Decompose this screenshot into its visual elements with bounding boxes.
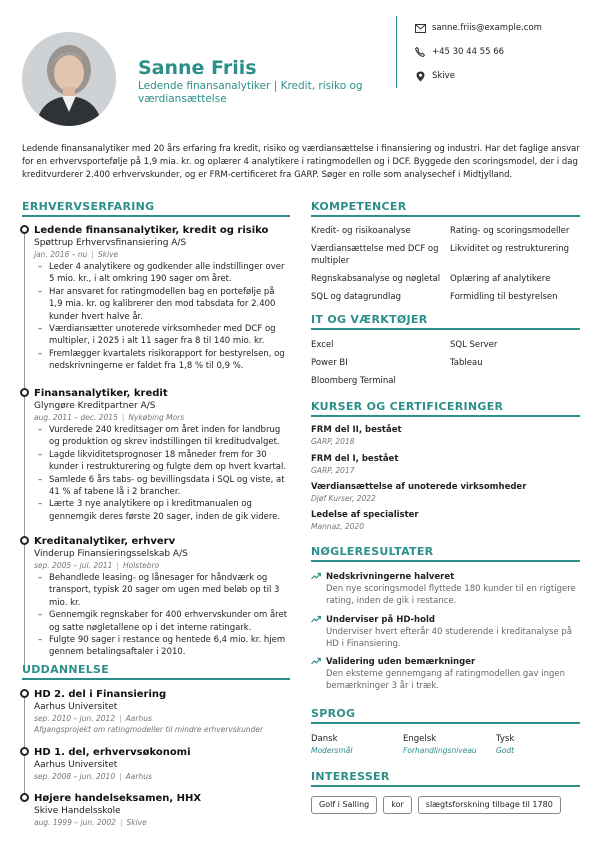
achievement-desc: Underviser hvert efterår 40 studerende i kreditanalyse på HD i Finansiering. [326, 627, 573, 649]
achievement-title: Validering uden bemærkninger [326, 657, 476, 667]
job-title: Finansanalytiker, kredit [34, 388, 168, 399]
interests-heading: INTERESSER [311, 770, 390, 783]
candidate-name: Sanne Friis [138, 57, 257, 79]
interest-tag: kor [383, 796, 412, 814]
course-meta: GARP, 2017 [311, 466, 355, 475]
tool-item: Bloomberg Terminal [311, 376, 396, 386]
tool-item: Power BI [311, 358, 348, 368]
course-title: Ledelse af specialister [311, 510, 419, 520]
trend-up-icon [311, 657, 321, 669]
interest-tag: Golf i Salling [311, 796, 377, 814]
language-item [311, 733, 352, 756]
skills-list [311, 225, 581, 309]
education-school: Aarhus Universitet [34, 702, 118, 712]
contact-phone[interactable] [414, 46, 504, 58]
language-name: Tysk [496, 734, 515, 744]
job-bullet: – Behandlede leasing- og lånesager for håndværk og transport, typisk 20 sager om ugen med beløb op til 3 mio. kr. [34, 572, 290, 609]
education-entry [34, 746, 290, 782]
job-bullet: – Lærte 3 nye analytikere op i kreditmanualen og gennemgik deres første 20 sager, inden de gik videre. [34, 498, 290, 523]
achievements-rule [311, 560, 580, 562]
job-bullet: – Vurderede 240 kreditsager om året inden for landbrug og produktion og skrev indstillingen til kreditudvalget. [34, 424, 290, 449]
trend-up-icon [311, 572, 321, 584]
education-heading: UDDANNELSE [22, 663, 110, 676]
education-place: Aarhus [125, 714, 152, 723]
course-meta: Mannaz, 2020 [311, 522, 364, 531]
candidate-title: Ledende finansanalytiker | Kredit, risiko og værdiansættelse [138, 80, 363, 105]
job-bullets [34, 261, 290, 373]
language-level: Godt [496, 746, 515, 755]
job-entry [34, 224, 290, 373]
job-bullet: – Samlede 6 års tabs- og bevillingsdata i SQL og viste, at 41 % af tabene lå i 2 brancher. [34, 474, 290, 499]
experience-timeline [24, 230, 25, 666]
achievement-desc: Den eksterne gennemgang af ratingmodellen gav ingen bemærkninger 3 år i træk. [326, 669, 565, 691]
job-title: Ledende finansanalytiker, kredit og risiko [34, 225, 269, 236]
language-name: Dansk [311, 734, 338, 744]
course-title: Værdiansættelse af unoterede virksomheder [311, 482, 527, 492]
timeline-dot [20, 689, 29, 698]
job-bullets [34, 572, 290, 659]
education-entry [34, 792, 290, 828]
contact-email[interactable] [414, 22, 542, 34]
job-bullets [34, 424, 290, 523]
course-title: FRM del II, bestået [311, 425, 402, 435]
header-divider [396, 16, 397, 88]
phone-text: +45 30 44 55 66 [432, 47, 505, 57]
education-school: Skive Handelsskole [34, 806, 121, 816]
contact-location [414, 70, 455, 82]
job-title: Kreditanalytiker, erhverv [34, 536, 176, 547]
education-dates: aug. 1999 – jun. 2002 [34, 818, 116, 827]
timeline-dot [20, 536, 29, 545]
job-bullet: – Værdiansætter unoterede virksomheder med DCF og multipler, i 2025 i alt 11 sager fra 8 til 140 mio. kr. [34, 323, 290, 348]
skills-heading: KOMPETENCER [311, 200, 407, 213]
tools-list [311, 339, 581, 393]
job-meta: jan. 2016 – nu | Skive [34, 250, 119, 259]
achievement-item [311, 656, 581, 692]
education-school: Aarhus Universitet [34, 760, 118, 770]
education-dates: sep. 2008 – jun. 2010 [34, 772, 116, 781]
job-company: Vinderup Finansieringsselskab A/S [34, 549, 188, 559]
job-bullet: – Leder 4 analytikere og godkender alle indstillinger over 5 mio. kr., i alt omkring 190 sager om året. [34, 261, 290, 286]
job-dates: aug. 2011 – dec. 2015 [34, 413, 118, 422]
skill-item: Kredit- og risikoanalyse [311, 226, 411, 236]
timeline-dot [20, 747, 29, 756]
job-place: Holstebro [122, 561, 160, 570]
job-company: Glyngøre Kreditpartner A/S [34, 401, 156, 411]
job-place: Nykøbing Mors [128, 413, 185, 422]
language-item [403, 733, 477, 756]
tool-item: Tableau [450, 358, 483, 368]
skill-item: Regnskabsanalyse og nøgletal [311, 274, 441, 284]
course-item [311, 453, 581, 476]
map-pin-icon [414, 70, 426, 82]
location-text: Skive [432, 71, 455, 81]
tool-item: Excel [311, 340, 334, 350]
phone-icon [414, 46, 426, 58]
timeline-dot [20, 225, 29, 234]
trend-up-icon [311, 615, 321, 627]
language-name: Engelsk [403, 734, 437, 744]
job-dates: jan. 2016 – nu [34, 250, 88, 259]
courses-rule [311, 415, 580, 417]
languages-rule [311, 722, 580, 724]
language-item [496, 733, 514, 756]
job-bullet: – Gennemgik regnskaber for 400 erhvervskunder om året og satte nøgletallene op i det interne ratingark. [34, 609, 290, 634]
skill-item: Værdiansættelse med DCF og multipler [311, 244, 439, 266]
interests-rule [311, 785, 580, 787]
skill-item: Formidling til bestyrelsen [450, 292, 558, 302]
course-title: FRM del I, bestået [311, 454, 399, 464]
education-place: Aarhus [125, 772, 152, 781]
skills-rule [311, 215, 580, 217]
job-dates: sep. 2005 – jul. 2011 [34, 561, 113, 570]
achievement-title: Nedskrivningerne halveret [326, 572, 455, 582]
interest-tag: slægtsforskning tilbage til 1780 [418, 796, 561, 814]
job-meta: aug. 2011 – dec. 2015 | Nykøbing Mors [34, 413, 185, 422]
skill-item: Rating- og scoringsmodeller [450, 226, 570, 236]
profile-summary: Ledende finansanalytiker med 20 års erfaring fra kredit, risiko og værdiansættelse i finansiering og industri. Har det faglige ansvar for en erhvervsportefølje på 1,9 mia. kr. og oplærer 4 analytikere i ratingmodellen og i DCF. Byggede den scoringsmodel, der i dag kreditvurderer 2.400 erhvervskunder, og er FRM-certificeret fra GARP. Søger en rolle som analysechef i Midtjylland. [22, 144, 580, 180]
timeline-dot [20, 793, 29, 802]
achievement-desc: Den nye scoringsmodel flyttede 180 kunder til en rigtigere rating, inden de gik i restance. [326, 584, 576, 606]
person-portrait-icon [22, 32, 116, 126]
job-bullet: – Lagde likviditetsprognoser 18 måneder frem for 30 kunder i restrukturering og fulgte dem op hvert kvartal. [34, 449, 290, 474]
achievement-item [311, 571, 581, 607]
education-place: Skive [126, 818, 147, 827]
course-item [311, 509, 581, 532]
language-level: Forhandlingsniveau [403, 746, 477, 755]
skill-item: Oplæring af analytikere [450, 274, 551, 284]
education-meta: sep. 2010 – jun. 2012 | Aarhus [34, 714, 152, 723]
education-dates: sep. 2010 – jun. 2012 [34, 714, 116, 723]
education-title: HD 2. del i Finansiering [34, 689, 167, 700]
job-company: Spøttrup Erhvervsfinansiering A/S [34, 238, 187, 248]
courses-heading: KURSER OG CERTIFICERINGER [311, 400, 504, 413]
job-meta: sep. 2005 – jul. 2011 | Holstebro [34, 561, 160, 570]
education-entry [34, 688, 290, 735]
experience-rule [22, 215, 290, 217]
achievements-heading: NØGLERESULTATER [311, 545, 434, 558]
education-note: Afgangsprojekt om ratingmodeller til mindre erhvervskunder [34, 725, 264, 734]
experience-heading: ERHVERVSERFARING [22, 200, 155, 213]
language-level: Modersmål [311, 746, 353, 755]
job-bullet: – Har ansvaret for ratingmodellen bag en portefølje på 1,9 mia. kr. og kalibrerer den mod tabsdata for 2.400 kunder hvert halve år. [34, 286, 290, 323]
interests-list [311, 796, 561, 814]
job-place: Skive [97, 250, 119, 259]
course-meta: GARP, 2018 [311, 437, 355, 446]
job-entry [34, 387, 290, 523]
email-text: sanne.friis@example.com [432, 23, 542, 33]
course-meta: Djøf Kurser, 2022 [311, 494, 376, 503]
tools-rule [311, 328, 580, 330]
skill-item: Likviditet og restrukturering [450, 244, 570, 254]
skill-item: SQL og datagrundlag [311, 292, 401, 302]
course-item [311, 424, 581, 447]
education-meta: sep. 2008 – jun. 2010 | Aarhus [34, 772, 152, 781]
envelope-icon [414, 22, 426, 34]
achievement-title: Underviser på HD-hold [326, 615, 435, 625]
languages-heading: SPROG [311, 707, 356, 720]
job-bullet: – Fremlægger kvartalets risikorapport for bestyrelsen, og nedskrivningerne er faldet fra 1,8 % til 0,9 %. [34, 348, 290, 373]
job-bullet: – Fulgte 90 sager i restance og hentede 6,4 mio. kr. hjem gennem betalingsaftaler i 2010. [34, 634, 290, 659]
tools-heading: IT OG VÆRKTØJER [311, 313, 428, 326]
course-item [311, 481, 581, 504]
job-entry [34, 535, 290, 659]
education-title: Højere handelseksamen, HHX [34, 793, 202, 804]
tool-item: SQL Server [450, 340, 498, 350]
education-title: HD 1. del, erhvervsøkonomi [34, 747, 191, 758]
education-meta: aug. 1999 – jun. 2002 | Skive [34, 818, 147, 827]
profile-photo [22, 32, 116, 126]
timeline-dot [20, 388, 29, 397]
education-rule [22, 678, 290, 680]
achievement-item [311, 614, 581, 650]
